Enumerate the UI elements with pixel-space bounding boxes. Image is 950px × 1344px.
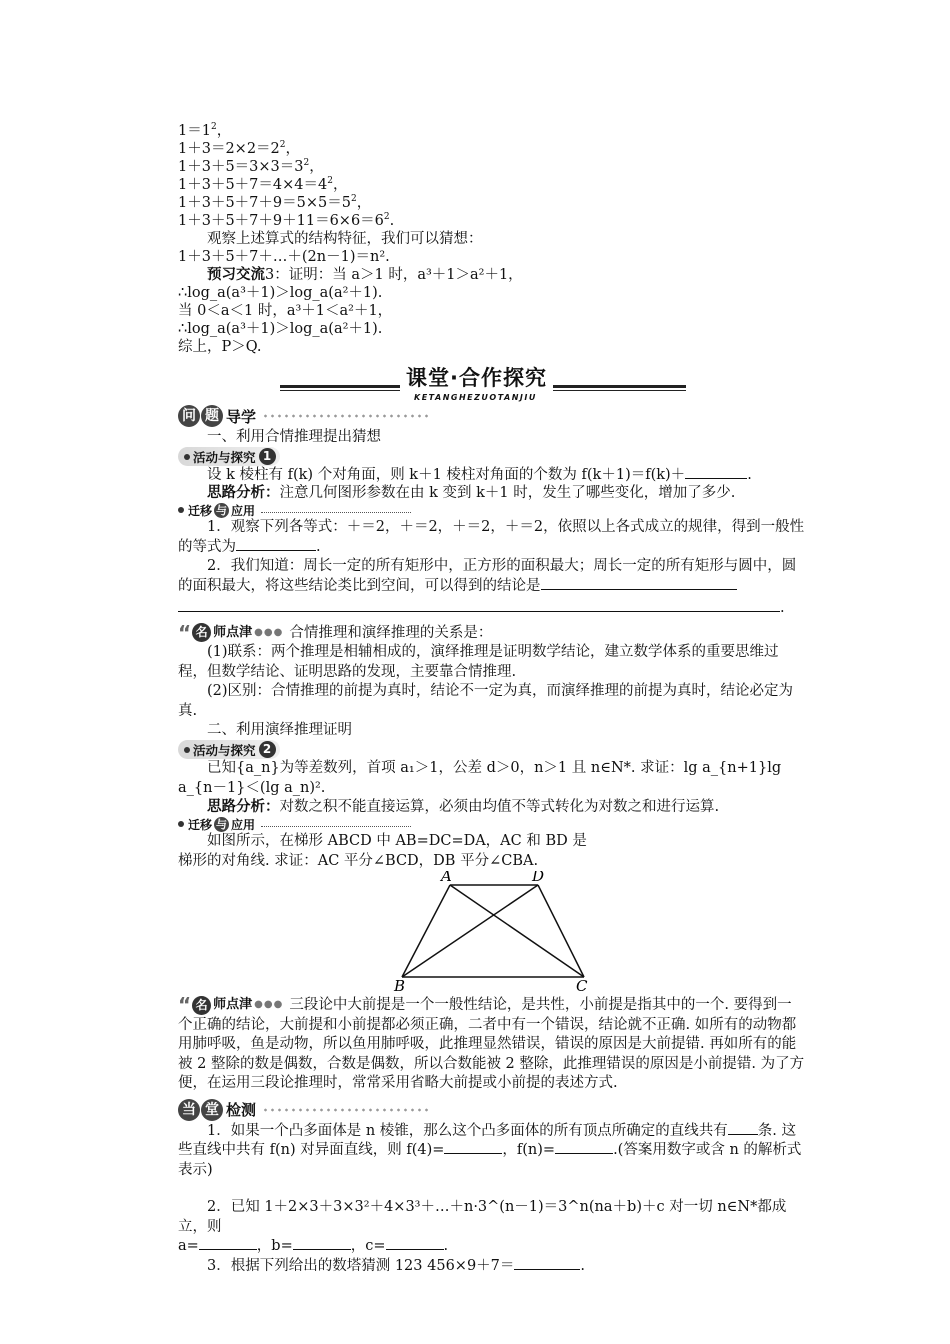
answer-blank[interactable] [685,466,747,479]
guide-circle-1: 问 [178,405,200,427]
guide-header [178,404,806,428]
tip2 [178,995,806,1094]
tip1-intro: 合情推理和演绎推理的关系是： [289,624,493,641]
answer-blank[interactable] [728,1122,758,1135]
equation-text: 1＋3＋5＝3×3＝3 [178,159,304,175]
equation-text: 1＋3＋5＋7＝4×4＝4 [178,177,328,193]
tip1-p2: (2)区别：合情推理的前提为真时，结论不一定为真，而演绎推理的前提为真时，结论必定为真. [178,683,794,719]
preview3-label: 预习交流 [207,266,265,283]
check-q3 [178,1257,806,1277]
equation-exponent: 2 [279,140,286,150]
spacer [178,1180,806,1198]
activity2-badge [178,740,280,759]
apply1-q1-end: . [316,538,321,555]
check-q1 [178,1122,806,1181]
tip2-text: 三段论中大前提是一个一般性结论，是共性，小前提是指其中的一个. 要得到一个正确的结论，大前提和小前提都必须正确，二者中有一个错误，结论就不正确. 如所有的动物都用肺呼吸，鱼是动物，所以鱼用肺呼吸，此推理显然错误，错误的原因是大前提错. 再如所有的能被 2 整除的数是偶数，合数是偶数，所以合数能被 2 整除，此推理错误的原因是小前提错. 为了方便，在运用三段论推理时，常常采用省略大前提或小前提的表述方式. [178,997,805,1091]
equation-line [178,176,806,194]
activity1-text: 设 k 棱柱有 f(k) 个对角面，则 k＋1 棱柱对角面的个数为 f(k＋1)＝f(k)＋ [207,467,686,483]
activity1-number: 1 [259,448,276,465]
tip1-p1: (1)联系：两个推理是相辅相成的，演绎推理是证明数学结论，建立数学体系的重要思维过程，但数学结论、证明思路的发现，主要靠合情推理. [178,644,779,680]
tip1 [178,620,806,645]
equation-line [178,122,806,140]
guide-circle-2: 题 [201,405,223,427]
apply-ring: 与 [216,503,228,517]
equation-list [178,122,806,230]
apply1-q2-end: . [780,600,785,616]
answer-blank[interactable] [293,1237,351,1250]
answer-blank[interactable] [444,1141,502,1154]
check-q2-b-label: ，b= [256,1238,293,1254]
dots-icon: ●●● [254,626,284,638]
observe-line: 观察上述算式的结构特征，我们可以猜想： [207,231,483,247]
apply1-q2-line2 [178,599,806,619]
vertex-label-b: B [394,977,406,991]
tip-circle: 名 [192,996,211,1015]
edge-ab [402,885,450,977]
check-q2 [178,1198,806,1237]
activity2-hint-text: 对数之积不能直接运算，必须由均值不等式转化为对数之和进行运算. [279,799,720,815]
guess-line: 1＋3＋5＋7＋…＋(2n－1)＝n². [178,249,390,265]
answer-blank[interactable] [199,1237,257,1250]
tip1-badge [178,620,284,645]
part1-title: 一、利用合情推理提出猜想 [207,429,381,445]
equation-punct: ， [309,159,324,175]
activity1-hint-text: 注意几何图形参数在由 k 变到 k＋1 时，发生了哪些变化，增加了多少. [279,485,736,501]
check-q2-a-label: a= [178,1238,199,1254]
guide-title: 导学 [226,407,257,426]
equation-exponent: 2 [383,212,390,222]
answer-blank[interactable] [514,1257,580,1270]
check-q1-text-b: 条. 这些直线中共有 f(n) 对异面直线，则 f(4)= [178,1122,796,1158]
check-q3-text: 3．根据下列给出的数塔猜测 123 456×9＋7＝ [207,1257,515,1274]
activity1-hint [178,484,806,502]
check-q3-end: . [580,1257,586,1274]
bullet-icon [178,507,184,513]
check-q1-text-c: ，f(n)= [502,1142,556,1158]
answer-blank[interactable] [555,1141,613,1154]
hint-label: 思路分析： [207,798,280,815]
activity1-badge [178,447,280,466]
vertex-label-c: C [576,977,588,991]
apply2-question: 如图所示，在梯形 ABCD 中 AB=DC=DA，AC 和 BD 是梯形的对角线. 求证：AC 平分∠BCD，DB 平分∠CBA. [178,833,587,869]
apply1-q1 [178,518,806,557]
answer-blank[interactable] [178,599,780,612]
document-page [178,122,806,1276]
equation-exponent: 2 [350,194,357,204]
check-circle-1: 当 [178,1099,200,1121]
vertex-label-a: A [441,871,452,885]
equation-line [178,212,806,230]
tip-title: 师点津 [213,997,253,1013]
banner-subtitle: KETANGHEZUOTANJIU [414,393,537,402]
apply2-header [178,816,806,832]
banner-title: 课堂·合作探究 [400,362,553,392]
dot-divider [262,1106,432,1114]
tip-circle: 名 [192,623,211,642]
preview3-text: 3：证明：当 a＞1 时，a³＋1＞a²＋1， [265,267,523,283]
preview3-line-2: 当 0＜a＜1 时，a³＋1＜a²＋1， [178,303,393,319]
answer-blank[interactable] [386,1237,444,1250]
preview3-line-4: 综上，P＞Q. [178,339,262,355]
activity1-question [178,466,806,484]
activity2-question: 已知{a_n}为等差数列，首项 a₁＞1，公差 d＞0，n＞1 且 n∈N*. 求证：lg a_{n+1}lg a_{n－1}＜(lg a_n)². [178,760,782,796]
bullet-icon [184,454,190,460]
equation-text: 1＝1 [178,123,211,139]
part2-title: 二、利用演绎推理证明 [207,722,352,738]
apply-ring: 与 [216,817,228,831]
section-banner [178,362,806,400]
quote-icon: “ [178,620,192,645]
equation-line [178,194,806,212]
trapezoid-diagram [178,871,806,991]
preview3-line-3: ∴log_a(a³＋1)＞log_a(a²＋1). [178,321,383,337]
apply1-q2-text: 2．我们知道：周长一定的所有矩形中，正方形的面积最大；周长一定的所有矩形与圆中，圆的面积最大，将这些结论类比到空间，可以得到的结论是 [178,558,797,594]
apply1-q1-text: 1．观察下列各等式：＋＝2，＋＝2，＋＝2，＋＝2，依照以上各式成立的规律，得到一般性的等式为 [178,519,805,555]
apply-label-a: 迁移 [188,503,213,518]
edge-dc [538,885,584,977]
answer-blank[interactable] [541,577,737,590]
equation-line [178,140,806,158]
check-title: 检测 [226,1101,257,1119]
apply-label-b: 应用 [231,817,256,832]
apply-label-b: 应用 [231,503,256,518]
check-q2-answers [178,1237,806,1257]
equation-punct: ， [216,123,232,139]
preview3 [178,266,806,284]
hint-label: 思路分析： [207,484,280,501]
equation-text: 1＋3＝2×2＝2 [178,141,280,157]
equation-exponent: 2 [303,158,310,168]
quote-icon: “ [178,993,192,1017]
check-q2-end: . [443,1238,449,1254]
check-q1-text-a: 1．如果一个凸多面体是 n 棱锥，那么这个凸多面体的所有顶点所确定的直线共有 [207,1122,728,1139]
dot-divider [261,508,411,513]
equation-exponent: 2 [210,122,217,132]
equation-punct: ， [285,141,301,157]
trapezoid-figure [178,871,806,991]
check-q1-text-d: .(答案用数字或含 n 的解析式表示) [178,1142,802,1178]
check-q2-text-a: 2．已知 1＋2×3＋3×3²＋4×3³＋…＋n·3^(n－1)＝3^n(na＋b)＋c 对一切 n∈N*都成立，则 [178,1199,787,1235]
dot-divider [261,822,411,827]
equation-text: 1＋3＋5＋7＋9＋11＝6×6＝6 [178,213,384,229]
equation-text: 1＋3＋5＋7＋9＝5×5＝5 [178,195,351,211]
check-header [178,1098,806,1122]
activity1-label: 活动与探究 [193,449,256,465]
apply1-q2 [178,557,806,596]
tip2-badge [178,995,283,1015]
equation-punct: ， [356,195,372,211]
equation-line [178,158,806,176]
activity2-label: 活动与探究 [193,742,256,758]
check-circle-2: 堂 [201,1099,223,1121]
activity1-end: . [747,467,752,483]
dot-divider [262,412,432,420]
apply1-header [178,502,806,518]
dots-icon: ●●● [254,999,284,1011]
equation-punct: ， [332,177,348,193]
preview3-line-1: ∴log_a(a³＋1)＞log_a(a²＋1). [178,285,383,301]
equation-exponent: 2 [327,176,333,186]
vertex-label-d: D [532,871,545,885]
activity2-number: 2 [259,741,276,758]
bullet-icon [184,747,190,753]
tip-title: 师点津 [213,624,253,640]
equation-punct: . [389,213,395,229]
activity2-hint [178,798,806,816]
bullet-icon [178,821,184,827]
apply-label-a: 迁移 [188,817,213,832]
answer-blank[interactable] [236,538,316,551]
check-q2-c-label: ，c= [350,1238,386,1254]
